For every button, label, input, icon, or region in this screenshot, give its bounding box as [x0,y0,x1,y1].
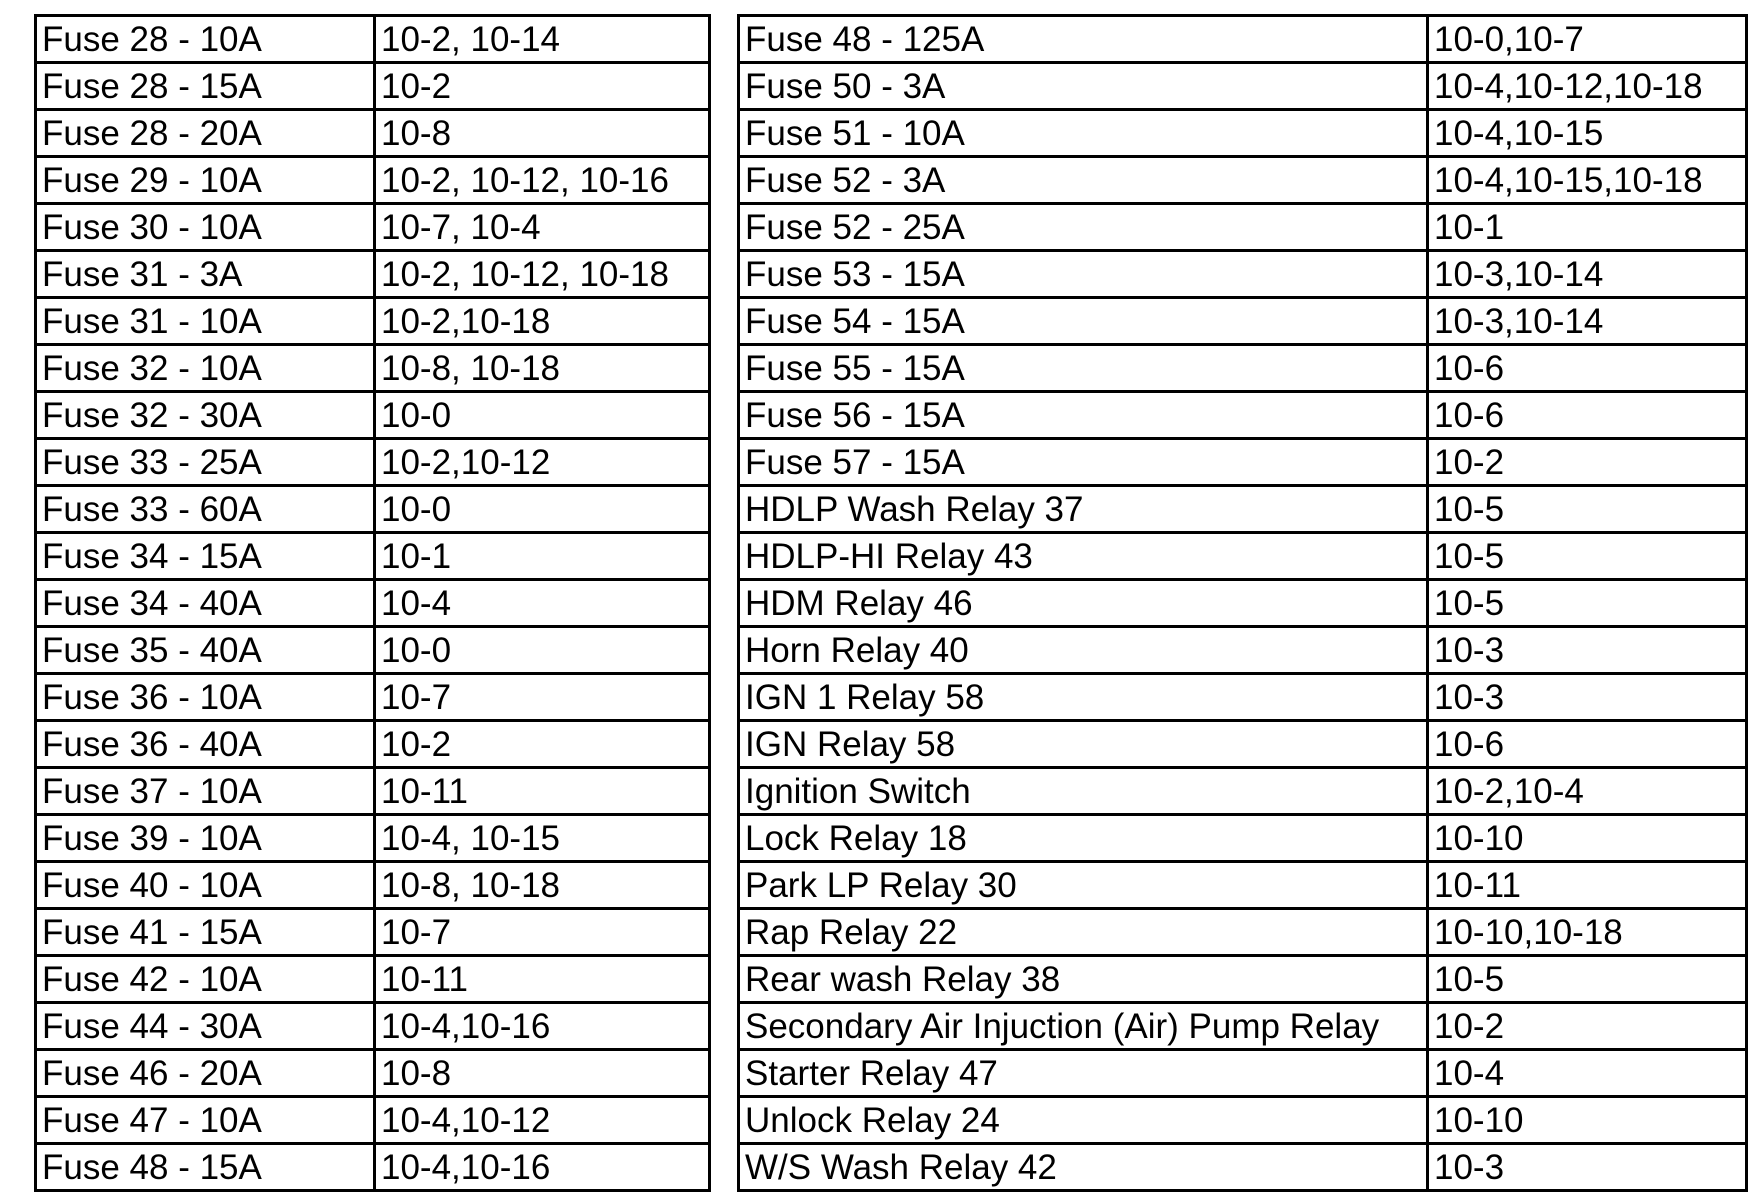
fuse-relay-index [34,14,1742,1187]
page-reference-cell: 10-4,10-16 [375,1003,710,1050]
table-row [739,439,1747,486]
page-reference-cell: 10-4,10-15,10-18 [1428,157,1747,204]
page-reference-cell: 10-4,10-12,10-18 [1428,63,1747,110]
table-row [36,533,710,580]
page-reference-cell: 10-3,10-14 [1428,251,1747,298]
page-reference-cell: 10-2 [375,63,710,110]
component-cell: Fuse 33 - 25A [36,439,375,486]
table-row [36,909,710,956]
page-reference-cell: 10-6 [1428,345,1747,392]
page-reference-cell: 10-3,10-14 [1428,298,1747,345]
page-reference-cell: 10-3 [1428,627,1747,674]
component-cell: HDLP-HI Relay 43 [739,533,1428,580]
page-reference-cell: 10-1 [1428,204,1747,251]
table-row [36,392,710,439]
page-reference-cell: 10-10 [1428,1097,1747,1144]
table-row [36,956,710,1003]
page-reference-cell: 10-6 [1428,721,1747,768]
component-cell: Fuse 52 - 3A [739,157,1428,204]
table-row [739,110,1747,157]
page-reference-cell: 10-8, 10-18 [375,345,710,392]
table-row [739,909,1747,956]
component-cell: W/S Wash Relay 42 [739,1144,1428,1191]
component-cell: HDLP Wash Relay 37 [739,486,1428,533]
table-row [739,298,1747,345]
table-row [739,392,1747,439]
page-reference-cell: 10-5 [1428,956,1747,1003]
component-cell: Rap Relay 22 [739,909,1428,956]
table-row [739,16,1747,63]
table-row [36,580,710,627]
component-cell: Fuse 46 - 20A [36,1050,375,1097]
column-gap [711,14,737,1126]
component-cell: Horn Relay 40 [739,627,1428,674]
page-reference-cell: 10-0 [375,486,710,533]
component-cell: IGN 1 Relay 58 [739,674,1428,721]
page-reference-cell: 10-4 [1428,1050,1747,1097]
table-row [36,1144,710,1191]
page-reference-cell: 10-5 [1428,486,1747,533]
table-row [739,627,1747,674]
table-row [739,533,1747,580]
table-row [739,721,1747,768]
table-row [36,204,710,251]
table-row [739,345,1747,392]
table-row [36,627,710,674]
page-reference-cell: 10-7 [375,909,710,956]
page-reference-cell: 10-5 [1428,533,1747,580]
component-cell: IGN Relay 58 [739,721,1428,768]
table-row [36,1003,710,1050]
page-reference-cell: 10-0 [375,627,710,674]
component-cell: Fuse 51 - 10A [739,110,1428,157]
component-cell: Fuse 56 - 15A [739,392,1428,439]
table-row [739,63,1747,110]
page-reference-cell: 10-2, 10-14 [375,16,710,63]
table-row [36,768,710,815]
component-cell: Fuse 35 - 40A [36,627,375,674]
component-cell: Fuse 28 - 10A [36,16,375,63]
component-cell: Fuse 41 - 15A [36,909,375,956]
page-reference-cell: 10-5 [1428,580,1747,627]
component-cell: Fuse 30 - 10A [36,204,375,251]
component-cell: Fuse 31 - 3A [36,251,375,298]
component-cell: Fuse 34 - 40A [36,580,375,627]
component-cell: Fuse 53 - 15A [739,251,1428,298]
table-row [739,157,1747,204]
component-cell: Fuse 31 - 10A [36,298,375,345]
page-reference-cell: 10-2, 10-12, 10-16 [375,157,710,204]
table-row [36,721,710,768]
page-reference-cell: 10-4,10-16 [375,1144,710,1191]
page-reference-cell: 10-10 [1428,815,1747,862]
component-cell: Secondary Air Injuction (Air) Pump Relay [739,1003,1428,1050]
page-reference-cell: 10-2, 10-12, 10-18 [375,251,710,298]
page-reference-cell: 10-4,10-15 [1428,110,1747,157]
page-reference-cell: 10-11 [375,956,710,1003]
component-cell: Fuse 36 - 10A [36,674,375,721]
table-row [739,1144,1747,1191]
page-reference-cell: 10-2 [1428,1003,1747,1050]
page-reference-cell: 10-7 [375,674,710,721]
page-reference-cell: 10-0,10-7 [1428,16,1747,63]
component-cell: HDM Relay 46 [739,580,1428,627]
table-row [739,674,1747,721]
page-reference-cell: 10-3 [1428,1144,1747,1191]
page-reference-cell: 10-2,10-12 [375,439,710,486]
table-row [36,674,710,721]
component-cell: Fuse 39 - 10A [36,815,375,862]
component-cell: Fuse 28 - 20A [36,110,375,157]
table-row [739,815,1747,862]
component-cell: Lock Relay 18 [739,815,1428,862]
table-row [36,862,710,909]
component-cell: Unlock Relay 24 [739,1097,1428,1144]
component-cell: Fuse 40 - 10A [36,862,375,909]
right-index-body [739,16,1747,1191]
component-cell: Fuse 54 - 15A [739,298,1428,345]
page-reference-cell: 10-2 [375,721,710,768]
component-cell: Rear wash Relay 38 [739,956,1428,1003]
component-cell: Fuse 57 - 15A [739,439,1428,486]
table-row [36,63,710,110]
page-reference-cell: 10-1 [375,533,710,580]
component-cell: Fuse 47 - 10A [36,1097,375,1144]
table-row [36,1050,710,1097]
table-row [739,580,1747,627]
page-reference-cell: 10-0 [375,392,710,439]
component-cell: Fuse 33 - 60A [36,486,375,533]
component-cell: Fuse 48 - 125A [739,16,1428,63]
left-index-table [34,14,711,1192]
page-reference-cell: 10-4 [375,580,710,627]
table-row [36,251,710,298]
page-reference-cell: 10-2,10-4 [1428,768,1747,815]
page-reference-cell: 10-2,10-18 [375,298,710,345]
component-cell: Fuse 42 - 10A [36,956,375,1003]
table-row [739,251,1747,298]
page-reference-cell: 10-8 [375,1050,710,1097]
left-index-body [36,16,710,1191]
component-cell: Fuse 32 - 10A [36,345,375,392]
component-cell: Park LP Relay 30 [739,862,1428,909]
component-cell: Fuse 34 - 15A [36,533,375,580]
page-reference-cell: 10-11 [1428,862,1747,909]
page-reference-cell: 10-10,10-18 [1428,909,1747,956]
table-row [36,157,710,204]
table-row [739,1003,1747,1050]
component-cell: Fuse 55 - 15A [739,345,1428,392]
component-cell: Fuse 50 - 3A [739,63,1428,110]
table-row [36,486,710,533]
page-reference-cell: 10-6 [1428,392,1747,439]
page-reference-cell: 10-8 [375,110,710,157]
component-cell: Fuse 28 - 15A [36,63,375,110]
table-row [36,110,710,157]
component-cell: Fuse 52 - 25A [739,204,1428,251]
table-row [739,1097,1747,1144]
table-row [739,486,1747,533]
table-row [36,439,710,486]
table-row [36,16,710,63]
component-cell: Fuse 32 - 30A [36,392,375,439]
page-reference-cell: 10-3 [1428,674,1747,721]
component-cell: Fuse 44 - 30A [36,1003,375,1050]
component-cell: Fuse 37 - 10A [36,768,375,815]
component-cell: Fuse 29 - 10A [36,157,375,204]
page-reference-cell: 10-2 [1428,439,1747,486]
table-row [36,345,710,392]
component-cell: Ignition Switch [739,768,1428,815]
table-row [739,862,1747,909]
component-cell: Fuse 36 - 40A [36,721,375,768]
table-row [739,204,1747,251]
table-row [739,956,1747,1003]
page-reference-cell: 10-4,10-12 [375,1097,710,1144]
page-reference-cell: 10-7, 10-4 [375,204,710,251]
page-reference-cell: 10-4, 10-15 [375,815,710,862]
page-reference-cell: 10-8, 10-18 [375,862,710,909]
component-cell: Fuse 48 - 15A [36,1144,375,1191]
component-cell: Starter Relay 47 [739,1050,1428,1097]
right-index-table [737,14,1748,1192]
page-reference-cell: 10-11 [375,768,710,815]
table-row [739,1050,1747,1097]
table-row [36,815,710,862]
table-row [36,1097,710,1144]
table-row [739,768,1747,815]
table-row [36,298,710,345]
